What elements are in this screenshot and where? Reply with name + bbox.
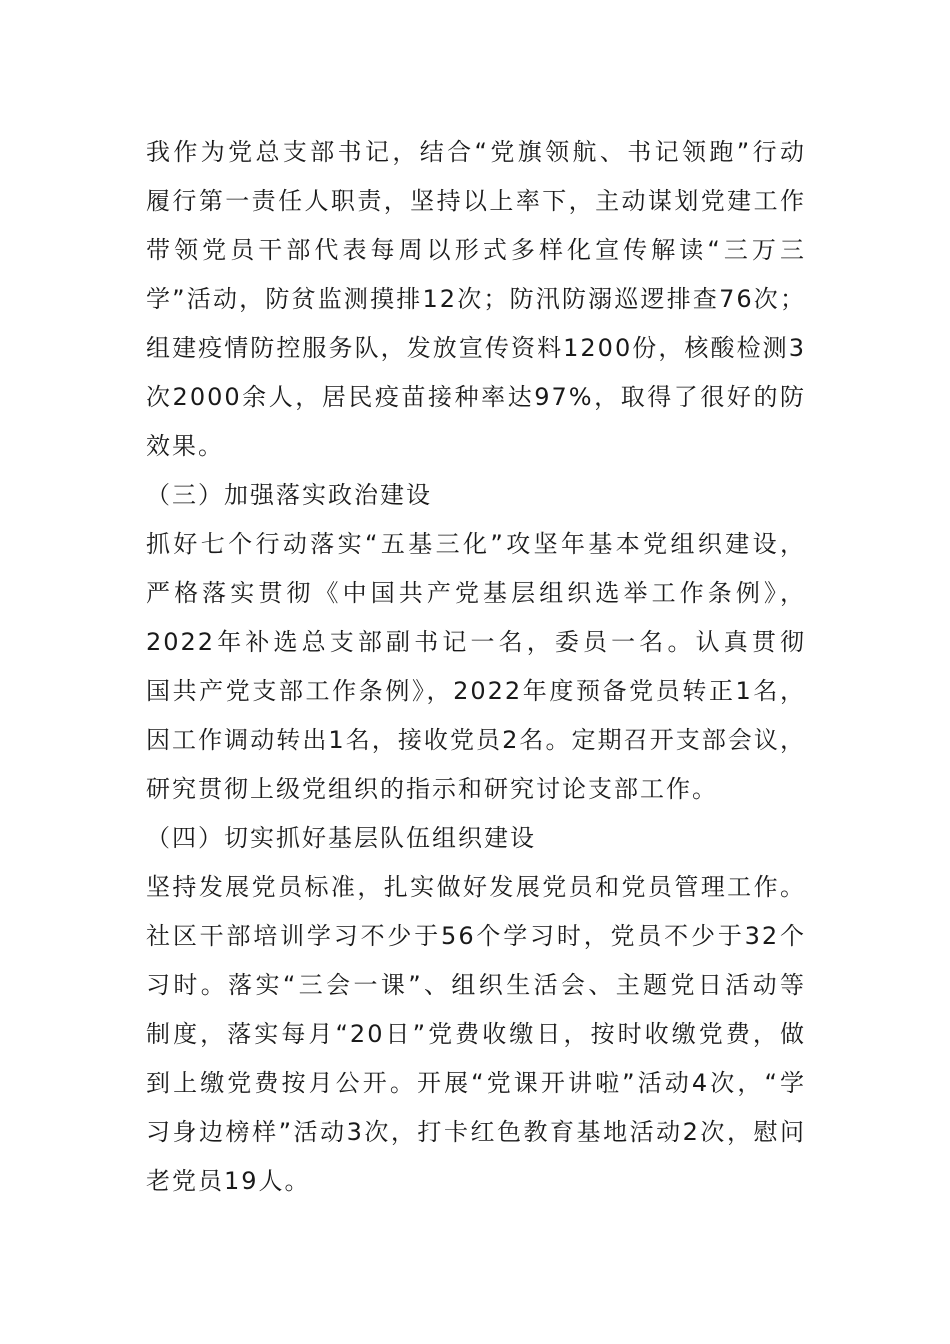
- paragraph-line: 研究贯彻上级党组织的指示和研究讨论支部工作。: [146, 775, 718, 803]
- section-heading: （四）切实抓好基层队伍组织建设: [146, 824, 536, 852]
- paragraph-line: 抓好七个行动落实“五基三化”攻坚年基本党组织建设，: [146, 530, 806, 558]
- paragraph-line: 老党员19人。: [146, 1167, 311, 1195]
- document-body: [146, 128, 806, 1206]
- section-heading: （三）加强落实政治建设: [146, 481, 432, 509]
- paragraph-line: 学”活动，防贫监测摸排12次；防汛防溺巡逻排查76次；: [146, 285, 806, 313]
- paragraph-line: 我作为党总支部书记，结合“党旗领航、书记领跑”行动: [146, 138, 806, 166]
- paragraph-line: 习时。落实“三会一课”、组织生活会、主题党日活动等: [146, 971, 806, 999]
- paragraph-line: 习身边榜样”活动3次，打卡红色教育基地活动2次，慰问: [146, 1118, 806, 1146]
- paragraph-line: 国共产党支部工作条例》，2022年度预备党员转正1名，: [146, 677, 806, 705]
- paragraph-line: 严格落实贯彻《中国共产党基层组织选举工作条例》，: [146, 579, 806, 607]
- paragraph-line: 2022年补选总支部副书记一名，委员一名。认真贯彻: [146, 628, 806, 656]
- paragraph-line: 次2000余人，居民疫苗接种率达97%，取得了很好的防: [146, 383, 806, 411]
- paragraph-line: 履行第一责任人职责，坚持以上率下，主动谋划党建工作: [146, 187, 806, 215]
- paragraph-line: 带领党员干部代表每周以形式多样化宣传解读“三万三: [146, 236, 806, 264]
- paragraph-line: 社区干部培训学习不少于56个学习时，党员不少于32个: [146, 922, 806, 950]
- paragraph-line: 效果。: [146, 432, 224, 460]
- paragraph-line: 组建疫情防控服务队，发放宣传资料1200份，核酸检测3: [146, 334, 806, 362]
- paragraph-line: 制度，落实每月“20日”党费收缴日，按时收缴党费，做: [146, 1020, 806, 1048]
- paragraph-line: 坚持发展党员标准，扎实做好发展党员和党员管理工作。: [146, 873, 806, 901]
- paragraph-line: 到上缴党费按月公开。开展“党课开讲啦”活动4次，“学: [146, 1069, 806, 1097]
- paragraph-line: 因工作调动转出1名，接收党员2名。定期召开支部会议，: [146, 726, 806, 754]
